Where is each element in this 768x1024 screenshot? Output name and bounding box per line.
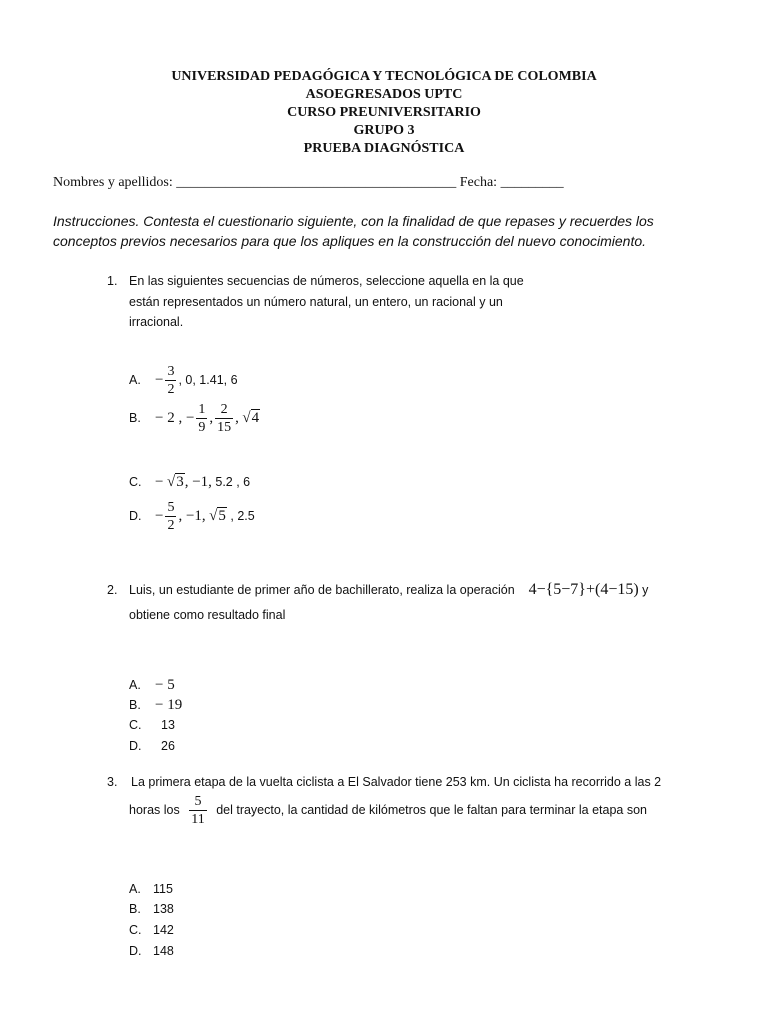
minus-sign: −	[155, 507, 164, 524]
question-2	[107, 580, 677, 625]
question-text-line: del trayecto, la cantidad de kilómetros que le faltan para terminar la etapa son	[216, 802, 647, 817]
question-text-line: En las siguientes secuencias de números, seleccione aquella en la que	[129, 274, 524, 288]
separator: ,	[209, 409, 214, 426]
option-value: 115	[153, 882, 173, 896]
option-2c[interactable]	[129, 718, 175, 732]
option-1a[interactable]	[129, 364, 238, 397]
option-values: 5.2 , 6	[211, 475, 251, 489]
option-1d[interactable]	[129, 500, 255, 533]
question-3	[107, 772, 667, 827]
option-letter: A.	[129, 882, 141, 896]
denominator: 9	[198, 420, 206, 435]
question-number: 1.	[107, 274, 118, 288]
question-text-line: Luis, un estudiante de primer año de bachillerato, realiza la operación	[129, 583, 515, 597]
option-value: − 5	[155, 677, 175, 693]
fraction	[165, 500, 176, 533]
instructions: Instrucciones. Contesta el cuestionario siguiente, con la finalidad de que repases y recuerdes los conceptos previos necesarios para que los apliques en la construcción del nuevo conocimiento.	[53, 213, 654, 249]
group-name: GRUPO 3	[353, 123, 415, 138]
option-letter: D.	[129, 508, 142, 523]
question-number: 3.	[107, 775, 118, 789]
square-root: √3	[166, 474, 184, 490]
question-text-line: irracional.	[129, 315, 184, 329]
name-date-line: Nombres y apellidos: ________________________________________ Fecha: _________	[53, 175, 564, 190]
option-letter: B.	[129, 410, 141, 425]
university-name: UNIVERSIDAD PEDAGÓGICA Y TECNOLÓGICA DE COLOMBIA	[171, 69, 597, 84]
minus-sign: −	[155, 474, 164, 490]
square-root: √5	[209, 507, 226, 524]
separator: ,	[235, 409, 239, 426]
option-letter: C.	[129, 923, 142, 937]
option-3a[interactable]	[129, 882, 173, 896]
denominator: 15	[217, 420, 232, 435]
question-text-line: están representados un número natural, un entero, un racional y un	[129, 294, 503, 309]
option-letter: D.	[129, 944, 142, 958]
square-root: √4	[242, 409, 260, 426]
numerator: 5	[167, 500, 175, 515]
option-value: 142	[153, 923, 174, 937]
option-letter: C.	[129, 718, 142, 732]
option-values: − 2 , −	[155, 409, 195, 426]
math-expression: 4−{5−7}+(4−15)	[528, 581, 639, 598]
question-number: 2.	[107, 583, 118, 597]
association-name: ASOEGRESADOS UPTC	[305, 87, 463, 102]
numerator: 2	[215, 402, 233, 419]
course-name: CURSO PREUNIVERSITARIO	[287, 105, 481, 120]
option-letter: B.	[129, 902, 141, 916]
option-values: , 2.5	[226, 508, 255, 523]
question-text-line: y	[642, 583, 649, 597]
option-values: , 0, 1.41, 6	[178, 372, 238, 387]
option-letter: D.	[129, 739, 142, 753]
option-value: 138	[153, 902, 174, 916]
radicand: 4	[251, 409, 260, 426]
option-value: 26	[161, 739, 175, 753]
option-2d[interactable]	[129, 739, 175, 753]
option-1b[interactable]	[129, 402, 260, 435]
option-2a[interactable]	[129, 677, 175, 694]
option-letter: A.	[129, 372, 141, 387]
option-1c[interactable]	[129, 474, 250, 491]
fraction	[196, 402, 207, 435]
question-text-line: horas los	[129, 802, 180, 817]
option-letter: C.	[129, 475, 142, 489]
radicand: 3	[176, 474, 184, 490]
fraction	[215, 402, 233, 435]
option-value: 148	[153, 944, 174, 958]
option-value: 13	[161, 718, 175, 732]
option-values: , −1,	[178, 507, 206, 524]
numerator: 1	[198, 402, 206, 417]
option-3d[interactable]	[129, 944, 174, 958]
option-values: , −1,	[184, 474, 212, 490]
option-value: − 19	[155, 697, 183, 713]
denominator: 2	[167, 518, 175, 533]
denominator: 11	[191, 811, 205, 827]
option-3c[interactable]	[129, 923, 174, 937]
question-1	[107, 271, 537, 333]
fraction	[165, 364, 176, 397]
radicand: 5	[218, 507, 226, 524]
document-header	[0, 68, 768, 158]
option-2b[interactable]	[129, 697, 182, 714]
test-title: PRUEBA DIAGNÓSTICA	[303, 141, 465, 156]
question-text-line: obtiene como resultado final	[129, 607, 286, 622]
denominator: 2	[167, 382, 175, 397]
option-letter: A.	[129, 678, 141, 692]
numerator: 3	[167, 364, 175, 379]
fraction	[189, 794, 206, 827]
option-letter: B.	[129, 698, 141, 712]
option-3b[interactable]	[129, 902, 174, 916]
question-text-line: La primera etapa de la vuelta ciclista a El Salvador tiene 253 km. Un ciclista ha recorrido a las 2	[131, 775, 662, 789]
minus-sign: −	[155, 371, 164, 388]
numerator: 5	[189, 794, 206, 811]
